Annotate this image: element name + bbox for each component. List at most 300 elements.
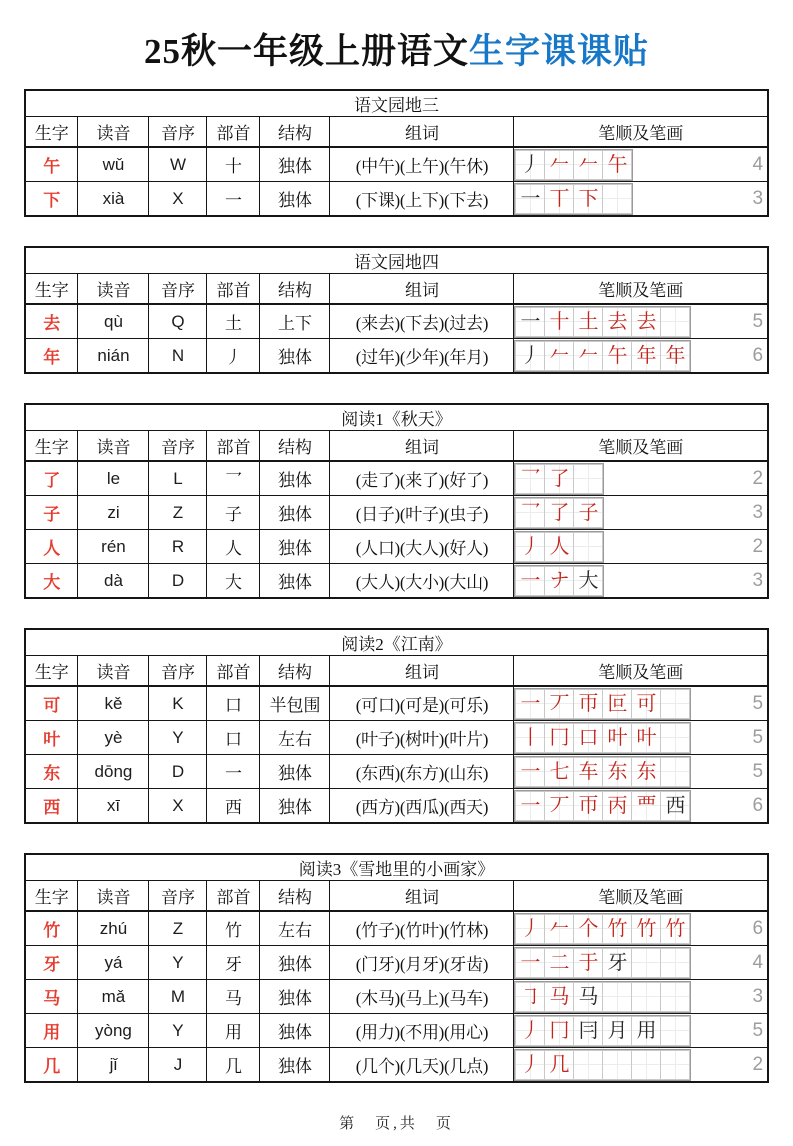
column-header: 部首	[207, 274, 260, 305]
radical: 乛	[207, 461, 260, 496]
stroke-cell-empty	[603, 983, 631, 1011]
stroke-count: 5	[752, 310, 764, 332]
column-header: 笔顺及笔画	[514, 117, 768, 148]
stroke-cell: 用	[632, 1017, 660, 1045]
pinyin: dōng	[78, 755, 149, 789]
title-black-text: 25秋一年级上册语文	[143, 32, 469, 71]
stroke-sequence	[514, 1015, 691, 1047]
stroke-cell: 乛	[516, 465, 544, 493]
stroke-cell: 竹	[603, 915, 631, 943]
character-row	[25, 1048, 768, 1083]
stroke-order-cell	[514, 980, 768, 1014]
stroke-sequence	[514, 756, 691, 788]
stroke-cell: 七	[545, 758, 573, 786]
worksheet-page	[0, 24, 793, 1146]
stroke-count: 6	[752, 794, 764, 816]
section-title: 语文园地四	[25, 247, 768, 274]
stroke-cell: 帀	[574, 792, 602, 820]
stroke-count: 3	[752, 187, 764, 209]
stroke-cell: 于	[574, 949, 602, 977]
stroke-count: 6	[752, 344, 764, 366]
character: 西	[25, 789, 78, 824]
pinyin: zi	[78, 496, 149, 530]
alphabetical-initial: M	[149, 980, 207, 1014]
alphabetical-initial: Z	[149, 911, 207, 946]
pinyin: qù	[78, 304, 149, 339]
pinyin: yòng	[78, 1014, 149, 1048]
stroke-count: 4	[752, 153, 764, 175]
stroke-sequence	[514, 149, 633, 181]
character-row	[25, 721, 768, 755]
stroke-count: 3	[752, 501, 764, 523]
structure: 独体	[260, 147, 330, 182]
alphabetical-initial: N	[149, 339, 207, 374]
stroke-cell: 叶	[603, 724, 631, 752]
character: 牙	[25, 946, 78, 980]
stroke-cell: 丿	[516, 915, 544, 943]
character: 下	[25, 182, 78, 217]
stroke-cell: 丆	[545, 792, 573, 820]
column-header: 生字	[25, 117, 78, 148]
stroke-cell: 子	[574, 499, 602, 527]
stroke-order-cell	[514, 182, 768, 217]
character: 年	[25, 339, 78, 374]
character-row	[25, 304, 768, 339]
pinyin: xià	[78, 182, 149, 217]
word-groups: (走了)(来了)(好了)	[330, 461, 514, 496]
stroke-sequence	[514, 497, 604, 529]
stroke-order-cell	[514, 721, 768, 755]
stroke-order-cell	[514, 946, 768, 980]
column-header: 音序	[149, 881, 207, 912]
stroke-cell-empty	[574, 465, 602, 493]
section-table-2	[24, 246, 769, 374]
stroke-cell-empty	[661, 724, 689, 752]
stroke-count: 2	[752, 535, 764, 557]
column-header: 笔顺及笔画	[514, 274, 768, 305]
page-title	[0, 24, 793, 74]
stroke-cell: 丨	[516, 724, 544, 752]
stroke-cell: 丿	[516, 533, 544, 561]
character-row	[25, 147, 768, 182]
stroke-cell: 十	[545, 308, 573, 336]
column-header-row	[25, 431, 768, 462]
column-header: 组词	[330, 431, 514, 462]
stroke-count: 5	[752, 726, 764, 748]
stroke-cell: 东	[603, 758, 631, 786]
character-row	[25, 911, 768, 946]
stroke-cell: 𠂉	[545, 915, 573, 943]
stroke-cell: 一	[516, 758, 544, 786]
column-header-row	[25, 274, 768, 305]
section-title: 语文园地三	[25, 90, 768, 117]
stroke-count: 3	[752, 985, 764, 1007]
word-groups: (叶子)(树叶)(叶片)	[330, 721, 514, 755]
stroke-cell: 了	[545, 499, 573, 527]
stroke-order-cell	[514, 755, 768, 789]
stroke-cell-empty	[661, 690, 689, 718]
radical: 一	[207, 755, 260, 789]
column-header: 组词	[330, 274, 514, 305]
stroke-cell: 𠂉	[574, 342, 602, 370]
stroke-cell: 叶	[632, 724, 660, 752]
stroke-order-cell	[514, 1048, 768, 1083]
structure: 独体	[260, 946, 330, 980]
character: 子	[25, 496, 78, 530]
section-table-3	[24, 403, 769, 599]
stroke-cell: 竹	[632, 915, 660, 943]
character: 竹	[25, 911, 78, 946]
structure: 独体	[260, 461, 330, 496]
column-header: 部首	[207, 656, 260, 687]
column-header-row	[25, 881, 768, 912]
pinyin: xī	[78, 789, 149, 824]
character-row	[25, 789, 768, 824]
stroke-cell: 丅	[545, 185, 573, 213]
column-header: 部首	[207, 431, 260, 462]
alphabetical-initial: Y	[149, 1014, 207, 1048]
word-groups: (来去)(下去)(过去)	[330, 304, 514, 339]
radical: 子	[207, 496, 260, 530]
column-header: 音序	[149, 117, 207, 148]
word-groups: (西方)(西瓜)(西天)	[330, 789, 514, 824]
stroke-sequence	[514, 340, 691, 372]
alphabetical-initial: W	[149, 147, 207, 182]
pinyin: yá	[78, 946, 149, 980]
radical: 竹	[207, 911, 260, 946]
column-header: 组词	[330, 656, 514, 687]
stroke-cell: 马	[545, 983, 573, 1011]
character: 了	[25, 461, 78, 496]
stroke-sequence	[514, 688, 691, 720]
column-header: 结构	[260, 431, 330, 462]
column-header: 生字	[25, 881, 78, 912]
alphabetical-initial: Y	[149, 946, 207, 980]
stroke-cell: 二	[545, 949, 573, 977]
column-header: 生字	[25, 274, 78, 305]
stroke-order-cell	[514, 686, 768, 721]
column-header: 结构	[260, 656, 330, 687]
stroke-cell: 几	[545, 1051, 573, 1079]
alphabetical-initial: X	[149, 789, 207, 824]
title-blue-text: 生字课课贴	[469, 32, 650, 71]
stroke-cell: 覀	[632, 792, 660, 820]
stroke-cell: 午	[603, 151, 631, 179]
stroke-sequence	[514, 531, 604, 563]
radical: 西	[207, 789, 260, 824]
stroke-cell: 叵	[603, 690, 631, 718]
pinyin: nián	[78, 339, 149, 374]
stroke-cell: 了	[545, 465, 573, 493]
column-header: 组词	[330, 881, 514, 912]
stroke-cell: 年	[632, 342, 660, 370]
column-header: 生字	[25, 656, 78, 687]
stroke-sequence	[514, 790, 691, 822]
stroke-order-cell	[514, 530, 768, 564]
stroke-cell: 冂	[545, 1017, 573, 1045]
stroke-cell: 丿	[516, 342, 544, 370]
stroke-order-cell	[514, 461, 768, 496]
character: 午	[25, 147, 78, 182]
section-title: 阅读3《雪地里的小画家》	[25, 854, 768, 881]
worksheet-tables	[0, 89, 793, 1083]
stroke-order-cell	[514, 339, 768, 374]
stroke-count: 6	[752, 917, 764, 939]
stroke-cell: 牙	[603, 949, 631, 977]
stroke-cell: 可	[632, 690, 660, 718]
structure: 独体	[260, 789, 330, 824]
section-table-5	[24, 853, 769, 1083]
section-table-1	[24, 89, 769, 217]
word-groups: (用力)(不用)(用心)	[330, 1014, 514, 1048]
stroke-count: 3	[752, 569, 764, 591]
stroke-cell: 去	[632, 308, 660, 336]
word-groups: (东西)(东方)(山东)	[330, 755, 514, 789]
stroke-cell-empty	[574, 533, 602, 561]
stroke-order-cell	[514, 496, 768, 530]
character: 马	[25, 980, 78, 1014]
character-row	[25, 980, 768, 1014]
pinyin: kě	[78, 686, 149, 721]
structure: 独体	[260, 496, 330, 530]
stroke-cell: 冂	[545, 724, 573, 752]
column-header: 笔顺及笔画	[514, 881, 768, 912]
stroke-cell: 人	[545, 533, 573, 561]
stroke-cell: 口	[574, 724, 602, 752]
structure: 独体	[260, 1014, 330, 1048]
stroke-cell: 车	[574, 758, 602, 786]
radical: 土	[207, 304, 260, 339]
column-header-row	[25, 656, 768, 687]
alphabetical-initial: Y	[149, 721, 207, 755]
column-header: 音序	[149, 431, 207, 462]
character-row	[25, 564, 768, 599]
alphabetical-initial: K	[149, 686, 207, 721]
character: 叶	[25, 721, 78, 755]
stroke-cell: 乛	[516, 499, 544, 527]
stroke-cell: ㇆	[516, 983, 544, 1011]
stroke-cell-empty	[661, 758, 689, 786]
stroke-cell-empty	[632, 949, 660, 977]
alphabetical-initial: R	[149, 530, 207, 564]
stroke-cell-empty	[603, 1051, 631, 1079]
stroke-cell-empty	[661, 949, 689, 977]
character-row	[25, 182, 768, 217]
character-row	[25, 755, 768, 789]
word-groups: (可口)(可是)(可乐)	[330, 686, 514, 721]
stroke-cell: 月	[603, 1017, 631, 1045]
character: 人	[25, 530, 78, 564]
stroke-cell: 一	[516, 792, 544, 820]
stroke-count: 2	[752, 1053, 764, 1075]
character-row	[25, 946, 768, 980]
character-row	[25, 339, 768, 374]
stroke-sequence	[514, 722, 691, 754]
stroke-cell: 午	[603, 342, 631, 370]
stroke-sequence	[514, 913, 691, 945]
stroke-sequence	[514, 947, 691, 979]
column-header: 生字	[25, 431, 78, 462]
stroke-cell: 丿	[516, 1017, 544, 1045]
word-groups: (中午)(上午)(午休)	[330, 147, 514, 182]
stroke-cell-empty	[661, 1017, 689, 1045]
stroke-cell: 丿	[516, 151, 544, 179]
column-header: 读音	[78, 656, 149, 687]
column-header: 读音	[78, 274, 149, 305]
character-row	[25, 496, 768, 530]
pinyin: jǐ	[78, 1048, 149, 1083]
word-groups: (竹子)(竹叶)(竹林)	[330, 911, 514, 946]
stroke-sequence	[514, 565, 604, 597]
stroke-cell: ナ	[545, 567, 573, 595]
stroke-cell: 东	[632, 758, 660, 786]
word-groups: (下课)(上下)(下去)	[330, 182, 514, 217]
stroke-sequence	[514, 306, 691, 338]
stroke-cell: 一	[516, 185, 544, 213]
page-footer: 第 页,共 页	[339, 1116, 454, 1132]
character-row	[25, 686, 768, 721]
column-header: 部首	[207, 117, 260, 148]
alphabetical-initial: X	[149, 182, 207, 217]
stroke-cell: 下	[574, 185, 602, 213]
alphabetical-initial: L	[149, 461, 207, 496]
stroke-cell-empty	[574, 1051, 602, 1079]
structure: 上下	[260, 304, 330, 339]
stroke-cell: 冃	[574, 1017, 602, 1045]
stroke-cell: 土	[574, 308, 602, 336]
column-header: 读音	[78, 117, 149, 148]
stroke-count: 2	[752, 467, 764, 489]
radical: 口	[207, 721, 260, 755]
radical: 大	[207, 564, 260, 599]
column-header: 音序	[149, 656, 207, 687]
radical: 马	[207, 980, 260, 1014]
stroke-cell-empty	[632, 983, 660, 1011]
structure: 独体	[260, 755, 330, 789]
section-title: 阅读2《江南》	[25, 629, 768, 656]
stroke-count: 5	[752, 760, 764, 782]
word-groups: (木马)(马上)(马车)	[330, 980, 514, 1014]
column-header: 结构	[260, 274, 330, 305]
alphabetical-initial: Z	[149, 496, 207, 530]
alphabetical-initial: D	[149, 755, 207, 789]
column-header: 读音	[78, 881, 149, 912]
column-header: 读音	[78, 431, 149, 462]
stroke-cell: 马	[574, 983, 602, 1011]
word-groups: (过年)(少年)(年月)	[330, 339, 514, 374]
stroke-sequence	[514, 1049, 691, 1081]
stroke-cell: 一	[516, 949, 544, 977]
stroke-sequence	[514, 463, 604, 495]
stroke-cell: 去	[603, 308, 631, 336]
stroke-count: 5	[752, 692, 764, 714]
stroke-cell: 帀	[574, 690, 602, 718]
pinyin: zhú	[78, 911, 149, 946]
stroke-cell: 西	[661, 792, 689, 820]
section-title: 阅读1《秋天》	[25, 404, 768, 431]
stroke-cell: 大	[574, 567, 602, 595]
radical: 用	[207, 1014, 260, 1048]
pinyin: mǎ	[78, 980, 149, 1014]
stroke-order-cell	[514, 789, 768, 824]
character: 几	[25, 1048, 78, 1083]
stroke-order-cell	[514, 1014, 768, 1048]
character: 东	[25, 755, 78, 789]
radical: 丿	[207, 339, 260, 374]
structure: 独体	[260, 564, 330, 599]
stroke-sequence	[514, 183, 633, 215]
stroke-cell-empty	[661, 983, 689, 1011]
stroke-order-cell	[514, 304, 768, 339]
column-header: 结构	[260, 881, 330, 912]
radical: 口	[207, 686, 260, 721]
alphabetical-initial: Q	[149, 304, 207, 339]
stroke-count: 4	[752, 951, 764, 973]
structure: 独体	[260, 1048, 330, 1083]
column-header: 音序	[149, 274, 207, 305]
stroke-order-cell	[514, 911, 768, 946]
section-table-4	[24, 628, 769, 824]
stroke-count: 5	[752, 1019, 764, 1041]
column-header: 组词	[330, 117, 514, 148]
structure: 左右	[260, 721, 330, 755]
column-header: 结构	[260, 117, 330, 148]
pinyin: dà	[78, 564, 149, 599]
stroke-cell: 𠂉	[574, 151, 602, 179]
structure: 左右	[260, 911, 330, 946]
pinyin: le	[78, 461, 149, 496]
stroke-cell: 年	[661, 342, 689, 370]
character-row	[25, 530, 768, 564]
stroke-cell: 𠂉	[545, 342, 573, 370]
pinyin: rén	[78, 530, 149, 564]
stroke-cell: 𠂉	[545, 151, 573, 179]
structure: 独体	[260, 182, 330, 217]
stroke-cell: 一	[516, 567, 544, 595]
character-row	[25, 461, 768, 496]
stroke-cell: 一	[516, 690, 544, 718]
stroke-cell: 丿	[516, 1051, 544, 1079]
word-groups: (门牙)(月牙)(牙齿)	[330, 946, 514, 980]
stroke-order-cell	[514, 147, 768, 182]
stroke-cell: 丆	[545, 690, 573, 718]
stroke-cell: 竹	[661, 915, 689, 943]
radical: 人	[207, 530, 260, 564]
radical: 牙	[207, 946, 260, 980]
character: 可	[25, 686, 78, 721]
structure: 独体	[260, 980, 330, 1014]
word-groups: (人口)(大人)(好人)	[330, 530, 514, 564]
column-header: 笔顺及笔画	[514, 656, 768, 687]
stroke-cell-empty	[632, 1051, 660, 1079]
column-header: 笔顺及笔画	[514, 431, 768, 462]
column-header-row	[25, 117, 768, 148]
column-header: 部首	[207, 881, 260, 912]
stroke-cell-empty	[603, 185, 631, 213]
structure: 独体	[260, 339, 330, 374]
pinyin: wǔ	[78, 147, 149, 182]
stroke-cell: 丙	[603, 792, 631, 820]
character-row	[25, 1014, 768, 1048]
stroke-cell: 一	[516, 308, 544, 336]
stroke-sequence	[514, 981, 691, 1013]
word-groups: (日子)(叶子)(虫子)	[330, 496, 514, 530]
alphabetical-initial: D	[149, 564, 207, 599]
character: 大	[25, 564, 78, 599]
pinyin: yè	[78, 721, 149, 755]
character: 用	[25, 1014, 78, 1048]
stroke-cell-empty	[661, 308, 689, 336]
